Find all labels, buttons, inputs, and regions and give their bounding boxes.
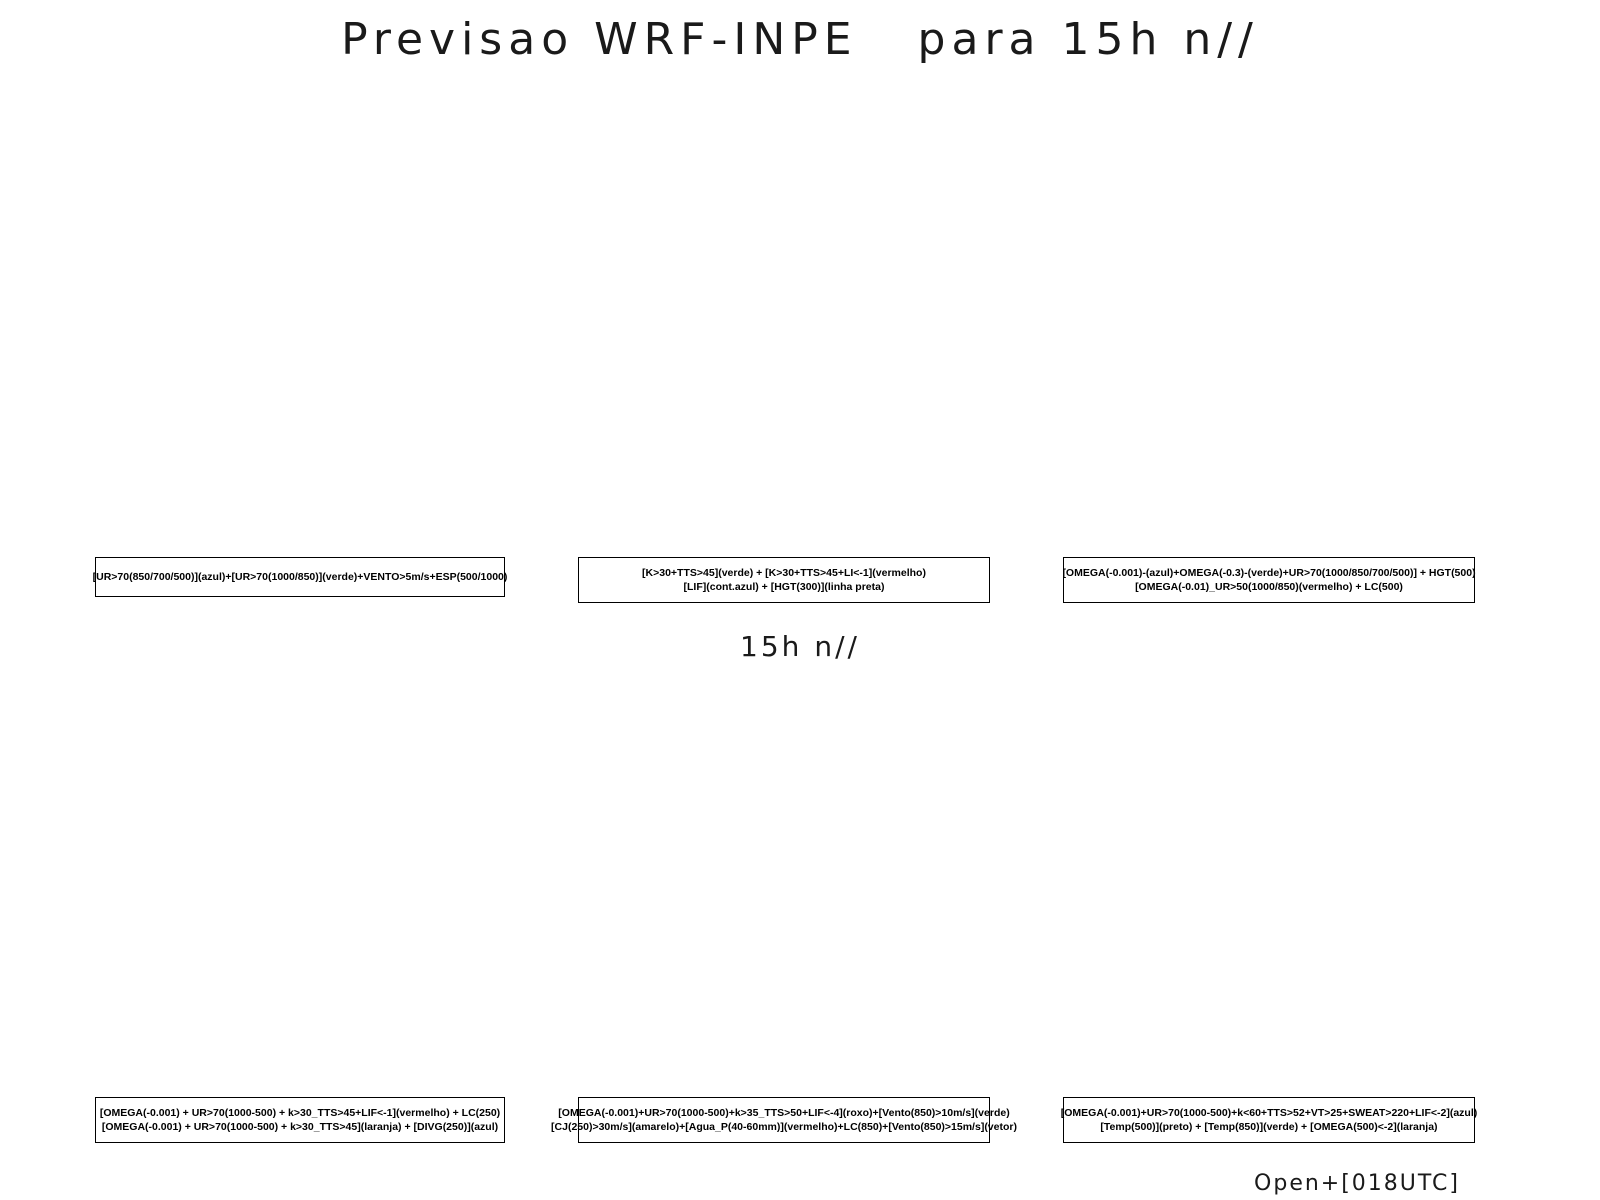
panel-top-left (95, 110, 505, 550)
legend-box-top-center (578, 557, 990, 603)
legend-box-bottom-right (1060, 1097, 1478, 1143)
panel-bottom-center (578, 680, 990, 1090)
legend-line: [LIF](cont.azul) + [HGT(300)](linha preta) (683, 581, 885, 593)
legend-line: [K>30+TTS>45](verde) + [K>30+TTS>45+LI<-1](vermelho) (642, 567, 926, 579)
legend-line: [Temp(500)](preto) + [Temp(850)](verde) + [OMEGA(500)<-2](laranja) (1100, 1121, 1438, 1133)
panel-bottom-right (1063, 680, 1475, 1090)
page-title: Previsao WRF-INPE para 15h n// (341, 14, 1259, 65)
legend-line: [OMEGA(-0.01)_UR>50(1000/850)(vermelho) + LC(500) (1135, 581, 1403, 593)
legend-line: [OMEGA(-0.001) + UR>70(1000-500) + k>30_TTS>45+LIF<-1](vermelho) + LC(250) (99, 1107, 501, 1119)
legend-line: [OMEGA(-0.001) + UR>70(1000-500) + k>30_TTS>45](laranja) + [DIVG(250)](azul) (101, 1121, 499, 1133)
panel-bottom-left (95, 680, 505, 1090)
legend-box-top-right (1063, 557, 1475, 603)
legend-line: [UR>70(850/700/500)](azul)+[UR>70(1000/850)](verde)+VENTO>5m/s+ESP(500/1000) (92, 571, 508, 583)
legend-box-bottom-center (551, 1097, 1017, 1143)
legend-line: [OMEGA(-0.001)-(azul)+OMEGA(-0.3)-(verde)+UR>70(1000/850/700/500)] + HGT(500) (1062, 567, 1476, 579)
legend-box-top-left (92, 557, 508, 597)
legend-box-bottom-left (95, 1097, 505, 1143)
panel-top-right (1063, 110, 1475, 550)
mid-caption: 15h n// (740, 630, 860, 663)
legend-line: [CJ(250)>30m/s](amarelo)+[Agua_P(40-60mm)](vermelho)+LC(850)+[Vento(850)>15m/s](vetor) (551, 1121, 1017, 1133)
legend-line: [OMEGA(-0.001)+UR>70(1000-500)+k<60+TTS>52+VT>25+SWEAT>220+LIF<-2](azul) (1060, 1107, 1478, 1119)
legend-line: [OMEGA(-0.001)+UR>70(1000-500)+k>35_TTS>50+LIF<-4](roxo)+[Vento(850)>10m/s](verde) (558, 1107, 1010, 1119)
footer-note: Open+[018UTC] (1254, 1171, 1460, 1196)
panel-top-center (578, 110, 990, 550)
